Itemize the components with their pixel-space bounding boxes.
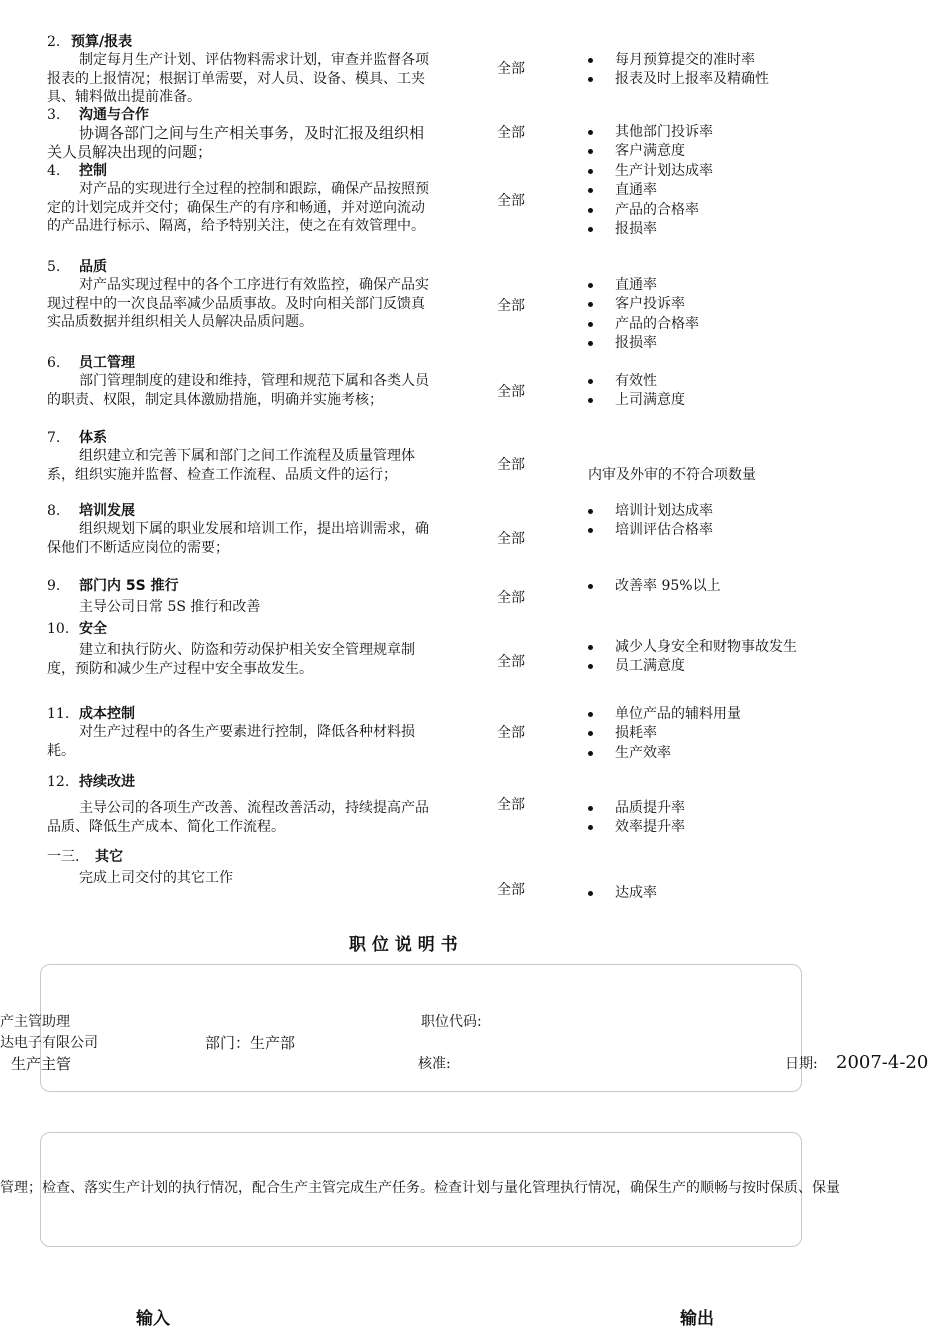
list-item: 生产计划达成率 xyxy=(588,162,713,181)
approve-label: 核准: xyxy=(418,1056,451,1072)
duty-number: 11. xyxy=(47,706,70,722)
bullet-icon xyxy=(588,188,593,193)
bullet-icon xyxy=(588,283,593,288)
kpi-list xyxy=(588,51,769,90)
bullet-icon xyxy=(588,509,593,514)
bullet-icon xyxy=(588,891,593,896)
duty-title: 安全 xyxy=(79,621,107,637)
list-item: 客户投诉率 xyxy=(588,295,699,314)
kpi-list xyxy=(588,502,713,541)
duty-description: 组织建立和完善下属和部门之间工作流程及质量管理体系，组织实施并监督、检查工作流程、品质文件的运行； xyxy=(47,448,415,483)
bullet-icon xyxy=(588,208,593,213)
position-summary: 管理；检查、落实生产计划的执行情况，配合生产主管完成生产任务。检查计划与量化管理执行情况，确保生产的顺畅与按时保质、保量 xyxy=(0,1180,840,1196)
bullet-icon xyxy=(588,398,593,403)
position-code-label: 职位代码: xyxy=(421,1014,482,1030)
bullet-icon xyxy=(588,528,593,533)
duty-description: 主导公司的各项生产改善、流程改善活动，持续提高产品品质、降低生产成本、简化工作流程。 xyxy=(47,800,429,835)
bullet-icon xyxy=(588,806,593,811)
duty-13 xyxy=(47,848,432,888)
duty-scope: 全部 xyxy=(497,797,525,813)
list-item: 上司满意度 xyxy=(588,391,685,410)
page-title: 职 位 说 明 书 xyxy=(349,935,458,955)
date-value: 2007-4-20 xyxy=(836,1052,929,1073)
kpi-list xyxy=(588,123,713,162)
bullet-icon xyxy=(588,751,593,756)
kpi-list xyxy=(588,799,685,838)
duty-number: 2. xyxy=(47,34,61,50)
bullet-icon xyxy=(588,130,593,135)
bullet-icon xyxy=(588,58,593,63)
duty-number: 一三. xyxy=(47,849,80,865)
duty-title: 沟通与合作 xyxy=(79,107,149,123)
duty-number: 4. xyxy=(47,163,61,179)
duty-11 xyxy=(47,705,432,760)
duty-title: 品质 xyxy=(79,259,107,275)
duty-10 xyxy=(47,620,432,678)
list-item: 产品的合格率 xyxy=(588,315,699,334)
date-label: 日期: xyxy=(785,1056,818,1072)
list-item: 每月预算提交的准时率 xyxy=(588,51,769,70)
list-item: 报损率 xyxy=(588,334,699,353)
duty-5 xyxy=(47,258,432,332)
duty-4 xyxy=(47,162,432,236)
list-item: 直通率 xyxy=(588,276,699,295)
bullet-icon xyxy=(588,584,593,589)
duty-7 xyxy=(47,429,432,484)
duty-number: 10. xyxy=(47,621,70,637)
duty-scope: 全部 xyxy=(497,531,525,547)
duty-description: 部门管理制度的建设和维持，管理和规范下属和各类人员的职责、权限，制定具体激励措施，明确并实施考核； xyxy=(47,373,429,408)
kpi-list xyxy=(588,372,685,411)
duty-scope: 全部 xyxy=(497,125,525,141)
duty-scope: 全部 xyxy=(497,384,525,400)
bullet-icon xyxy=(588,664,593,669)
list-item: 损耗率 xyxy=(588,724,741,743)
bullet-icon xyxy=(588,322,593,327)
bullet-icon xyxy=(588,149,593,154)
duty-scope: 全部 xyxy=(497,882,525,898)
duty-scope: 全部 xyxy=(497,590,525,606)
duty-title: 员工管理 xyxy=(79,355,135,371)
kpi-text: 内审及外审的不符合项数量 xyxy=(588,467,756,483)
duty-description: 组织规划下属的职业发展和培训工作，提出培训需求，确保他们不断适应岗位的需要； xyxy=(47,521,429,556)
duty-number: 8. xyxy=(47,503,61,519)
position-name: 产主管助理 xyxy=(0,1014,70,1030)
duty-number: 12. xyxy=(47,774,70,790)
list-item: 效率提升率 xyxy=(588,818,685,837)
kpi-list xyxy=(588,705,741,763)
duty-number: 5. xyxy=(47,259,61,275)
duty-title: 成本控制 xyxy=(79,706,135,722)
bullet-icon xyxy=(588,169,593,174)
list-item: 减少人身安全和财物事故发生 xyxy=(588,638,797,657)
duty-scope: 全部 xyxy=(497,457,525,473)
list-item: 培训评估合格率 xyxy=(588,521,713,540)
input-heading: 输入 xyxy=(136,1309,170,1329)
bullet-icon xyxy=(588,77,593,82)
duty-2 xyxy=(47,33,432,107)
duty-12 xyxy=(47,773,432,836)
duty-description: 对产品的实现进行全过程的控制和跟踪，确保产品按照预定的计划完成并交付；确保生产的有序和畅通，并对逆向流动的产品进行标示、隔离，给予特别关注，使之在有效管理中。 xyxy=(47,181,429,234)
duty-scope: 全部 xyxy=(497,298,525,314)
duty-title: 持续改进 xyxy=(79,774,135,790)
company-name: 达电子有限公司 xyxy=(0,1035,98,1051)
list-item: 其他部门投诉率 xyxy=(588,123,713,142)
duty-3 xyxy=(47,106,432,161)
kpi-list xyxy=(588,884,657,903)
duty-title: 控制 xyxy=(79,163,107,179)
list-item: 单位产品的辅料用量 xyxy=(588,705,741,724)
duty-description: 协调各部门之间与生产相关事务，及时汇报及组织相关人员解决出现的问题； xyxy=(47,124,425,161)
list-item: 直通率 xyxy=(588,181,713,200)
duty-description: 制定每月生产计划、评估物料需求计划，审查并监督各项报表的上报情况；根据订单需要，对人员、设备、模具、工夹具、辅料做出提前准备。 xyxy=(47,52,429,105)
duty-description: 建立和执行防火、防盗和劳动保护相关安全管理规章制度，预防和减少生产过程中安全事故发生。 xyxy=(47,642,415,677)
list-item: 培训计划达成率 xyxy=(588,502,713,521)
duty-description: 对产品实现过程中的各个工序进行有效监控，确保产品实现过程中的一次良品率减少品质事故。及时向相关部门反馈真实品质数据并组织相关人员解决品质问题。 xyxy=(47,277,429,330)
duty-description: 完成上司交付的其它工作 xyxy=(79,870,233,886)
duty-8 xyxy=(47,502,432,557)
list-item: 达成率 xyxy=(588,884,657,903)
bullet-icon xyxy=(588,227,593,232)
duty-number: 6. xyxy=(47,355,61,371)
list-item: 报表及时上报率及精确性 xyxy=(588,70,769,89)
duty-title: 其它 xyxy=(95,849,123,865)
kpi-list xyxy=(588,638,797,677)
list-item: 产品的合格率 xyxy=(588,201,713,220)
duty-9 xyxy=(47,577,432,617)
bullet-icon xyxy=(588,645,593,650)
duty-scope: 全部 xyxy=(497,654,525,670)
duty-title: 培训发展 xyxy=(79,503,135,519)
output-heading: 输出 xyxy=(680,1309,714,1329)
bullet-icon xyxy=(588,302,593,307)
duty-number: 3. xyxy=(47,107,61,123)
duty-number: 7. xyxy=(47,430,61,446)
list-item: 品质提升率 xyxy=(588,799,685,818)
bullet-icon xyxy=(588,712,593,717)
bullet-icon xyxy=(588,341,593,346)
duty-description: 对生产过程中的各生产要素进行控制，降低各种材料损耗。 xyxy=(47,724,415,759)
list-item: 客户满意度 xyxy=(588,142,713,161)
duty-number: 9. xyxy=(47,578,61,594)
bullet-icon xyxy=(588,731,593,736)
list-item: 改善率 95%以上 xyxy=(588,577,721,596)
list-item: 有效性 xyxy=(588,372,685,391)
kpi-list xyxy=(588,162,713,240)
list-item: 报损率 xyxy=(588,220,713,239)
duty-title: 预算/报表 xyxy=(71,34,133,50)
duty-title: 部门内 5S 推行 xyxy=(79,578,179,594)
duty-6 xyxy=(47,354,432,409)
kpi-list xyxy=(588,276,699,354)
duty-scope: 全部 xyxy=(497,61,525,77)
duty-description: 主导公司日常 5S 推行和改善 xyxy=(79,599,261,615)
kpi-list xyxy=(588,577,721,596)
duty-scope: 全部 xyxy=(497,193,525,209)
supervisor-name: 生产主管 xyxy=(11,1055,72,1073)
bullet-icon xyxy=(588,825,593,830)
list-item: 员工满意度 xyxy=(588,657,797,676)
duty-title: 体系 xyxy=(79,430,107,446)
bullet-icon xyxy=(588,379,593,384)
department-label: 部门：生产部 xyxy=(205,1034,296,1052)
duty-scope: 全部 xyxy=(497,725,525,741)
list-item: 生产效率 xyxy=(588,744,741,763)
